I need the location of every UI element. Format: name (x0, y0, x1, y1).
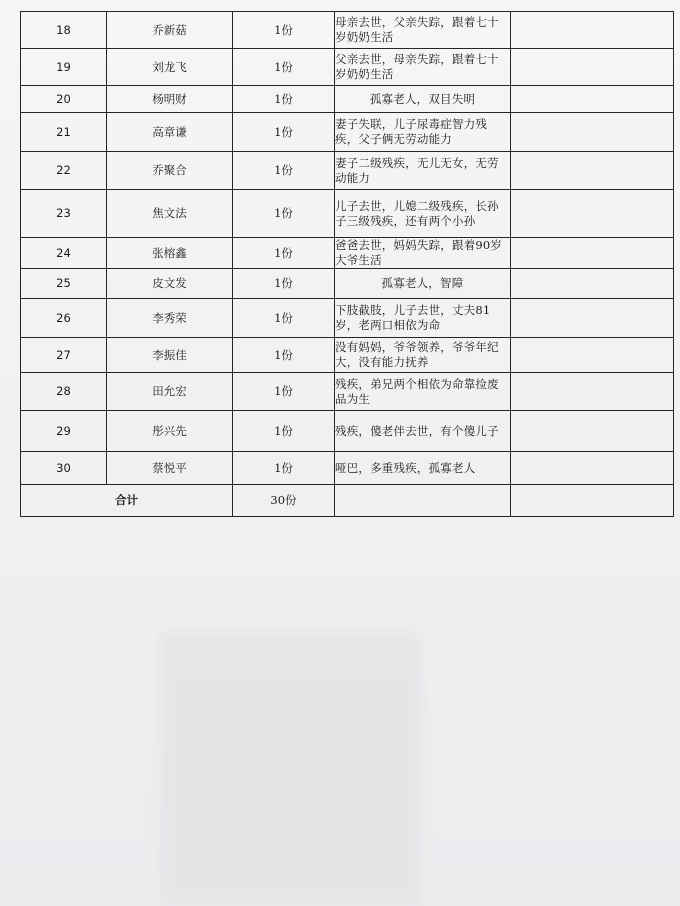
recipient-name: 高章谦 (107, 113, 233, 152)
recipient-name: 田允宏 (107, 373, 233, 411)
quantity: 1份 (233, 113, 335, 152)
recipient-name: 杨明财 (107, 86, 233, 113)
situation-text: 下肢截肢，儿子去世，丈夫81岁，老两口相依为命 (335, 303, 491, 332)
table-row (21, 373, 674, 411)
row-number: 18 (21, 12, 107, 49)
situation-text: 母亲去世，父亲失踪，跟着七十岁奶奶生活 (335, 15, 499, 44)
table-row (21, 49, 674, 86)
situation-text: 父亲去世，母亲失踪，跟着七十岁奶奶生活 (335, 52, 499, 81)
empty-cell (511, 152, 674, 190)
table-row (21, 338, 674, 373)
row-number: 26 (21, 299, 107, 338)
row-number: 22 (21, 152, 107, 190)
recipient-name: 刘龙飞 (107, 49, 233, 86)
situation-text: 残疾，傻老伴去世，有个傻儿子 (335, 423, 499, 438)
table-row (21, 86, 674, 113)
row-number: 30 (21, 452, 107, 485)
quantity: 1份 (233, 299, 335, 338)
total-quantity: 30份 (233, 485, 335, 517)
table-row (21, 113, 674, 152)
situation-text: 爸爸去世，妈妈失踪，跟着90岁大爷生活 (335, 238, 503, 267)
quantity: 1份 (233, 190, 335, 238)
situation-note (335, 452, 511, 485)
bleed-through-smudge (160, 632, 422, 906)
empty-cell (511, 338, 674, 373)
quantity: 1份 (233, 373, 335, 411)
situation-note (335, 190, 511, 238)
situation-text: 哑巴，多重残疾，孤寡老人 (335, 460, 476, 475)
row-number: 24 (21, 238, 107, 269)
situation-note (335, 269, 511, 299)
row-number: 29 (21, 411, 107, 452)
row-number: 20 (21, 86, 107, 113)
empty-cell (511, 269, 674, 299)
table-row (21, 452, 674, 485)
situation-text: 儿子去世，儿媳二级残疾，长孙子三级残疾，还有两个小孙 (335, 198, 499, 228)
table-row (21, 12, 674, 49)
quantity: 1份 (233, 269, 335, 299)
empty-cell (511, 452, 674, 485)
empty-cell (335, 485, 511, 517)
situation-text: 妻子失联，儿子尿毒症智力残疾，父子俩无劳动能力 (335, 117, 488, 146)
empty-cell (511, 299, 674, 338)
quantity: 1份 (233, 49, 335, 86)
empty-cell (511, 113, 674, 152)
row-number: 21 (21, 113, 107, 152)
recipient-name: 焦文法 (107, 190, 233, 238)
recipient-table (20, 11, 674, 517)
empty-cell (511, 373, 674, 411)
situation-text: 残疾，弟兄两个相依为命靠捡废品为生 (335, 376, 499, 406)
quantity: 1份 (233, 12, 335, 49)
recipient-name: 张榕鑫 (107, 238, 233, 269)
recipient-name: 彤兴先 (107, 411, 233, 452)
situation-text: 孤寡老人，双目失明 (369, 91, 476, 106)
quantity: 1份 (233, 152, 335, 190)
situation-note (335, 12, 511, 49)
situation-note (335, 238, 511, 269)
table-row (21, 152, 674, 190)
empty-cell (511, 238, 674, 269)
situation-text: 妻子二级残疾，无儿无女，无劳动能力 (335, 155, 499, 185)
situation-note (335, 338, 511, 373)
recipient-name: 李秀荣 (107, 299, 233, 338)
table-row (21, 269, 674, 299)
situation-note (335, 373, 511, 411)
empty-cell (511, 485, 674, 517)
quantity: 1份 (233, 338, 335, 373)
situation-note (335, 152, 511, 190)
empty-cell (511, 411, 674, 452)
quantity: 1份 (233, 411, 335, 452)
table-row (21, 411, 674, 452)
row-number: 25 (21, 269, 107, 299)
recipient-name: 蔡悦平 (107, 452, 233, 485)
table-row (21, 190, 674, 238)
quantity: 1份 (233, 452, 335, 485)
table-row (21, 238, 674, 269)
situation-note (335, 49, 511, 86)
situation-text: 孤寡老人，智障 (381, 276, 464, 290)
row-number: 19 (21, 49, 107, 86)
row-number: 23 (21, 190, 107, 238)
recipient-name: 乔聚合 (107, 152, 233, 190)
total-row (21, 485, 674, 517)
situation-note (335, 411, 511, 452)
situation-note (335, 113, 511, 152)
row-number: 28 (21, 373, 107, 411)
table-body (21, 12, 674, 517)
total-label: 合计 (21, 485, 233, 517)
recipient-name: 皮文发 (107, 269, 233, 299)
recipient-name: 乔新菇 (107, 12, 233, 49)
quantity: 1份 (233, 86, 335, 113)
table-row (21, 299, 674, 338)
situation-note (335, 299, 511, 338)
quantity: 1份 (233, 238, 335, 269)
empty-cell (511, 12, 674, 49)
situation-text: 没有妈妈，爷爷领养，爷爷年纪大，没有能力抚养 (335, 340, 499, 369)
recipient-name: 李振佳 (107, 338, 233, 373)
empty-cell (511, 190, 674, 238)
empty-cell (511, 49, 674, 86)
row-number: 27 (21, 338, 107, 373)
situation-note (335, 86, 511, 113)
empty-cell (511, 86, 674, 113)
